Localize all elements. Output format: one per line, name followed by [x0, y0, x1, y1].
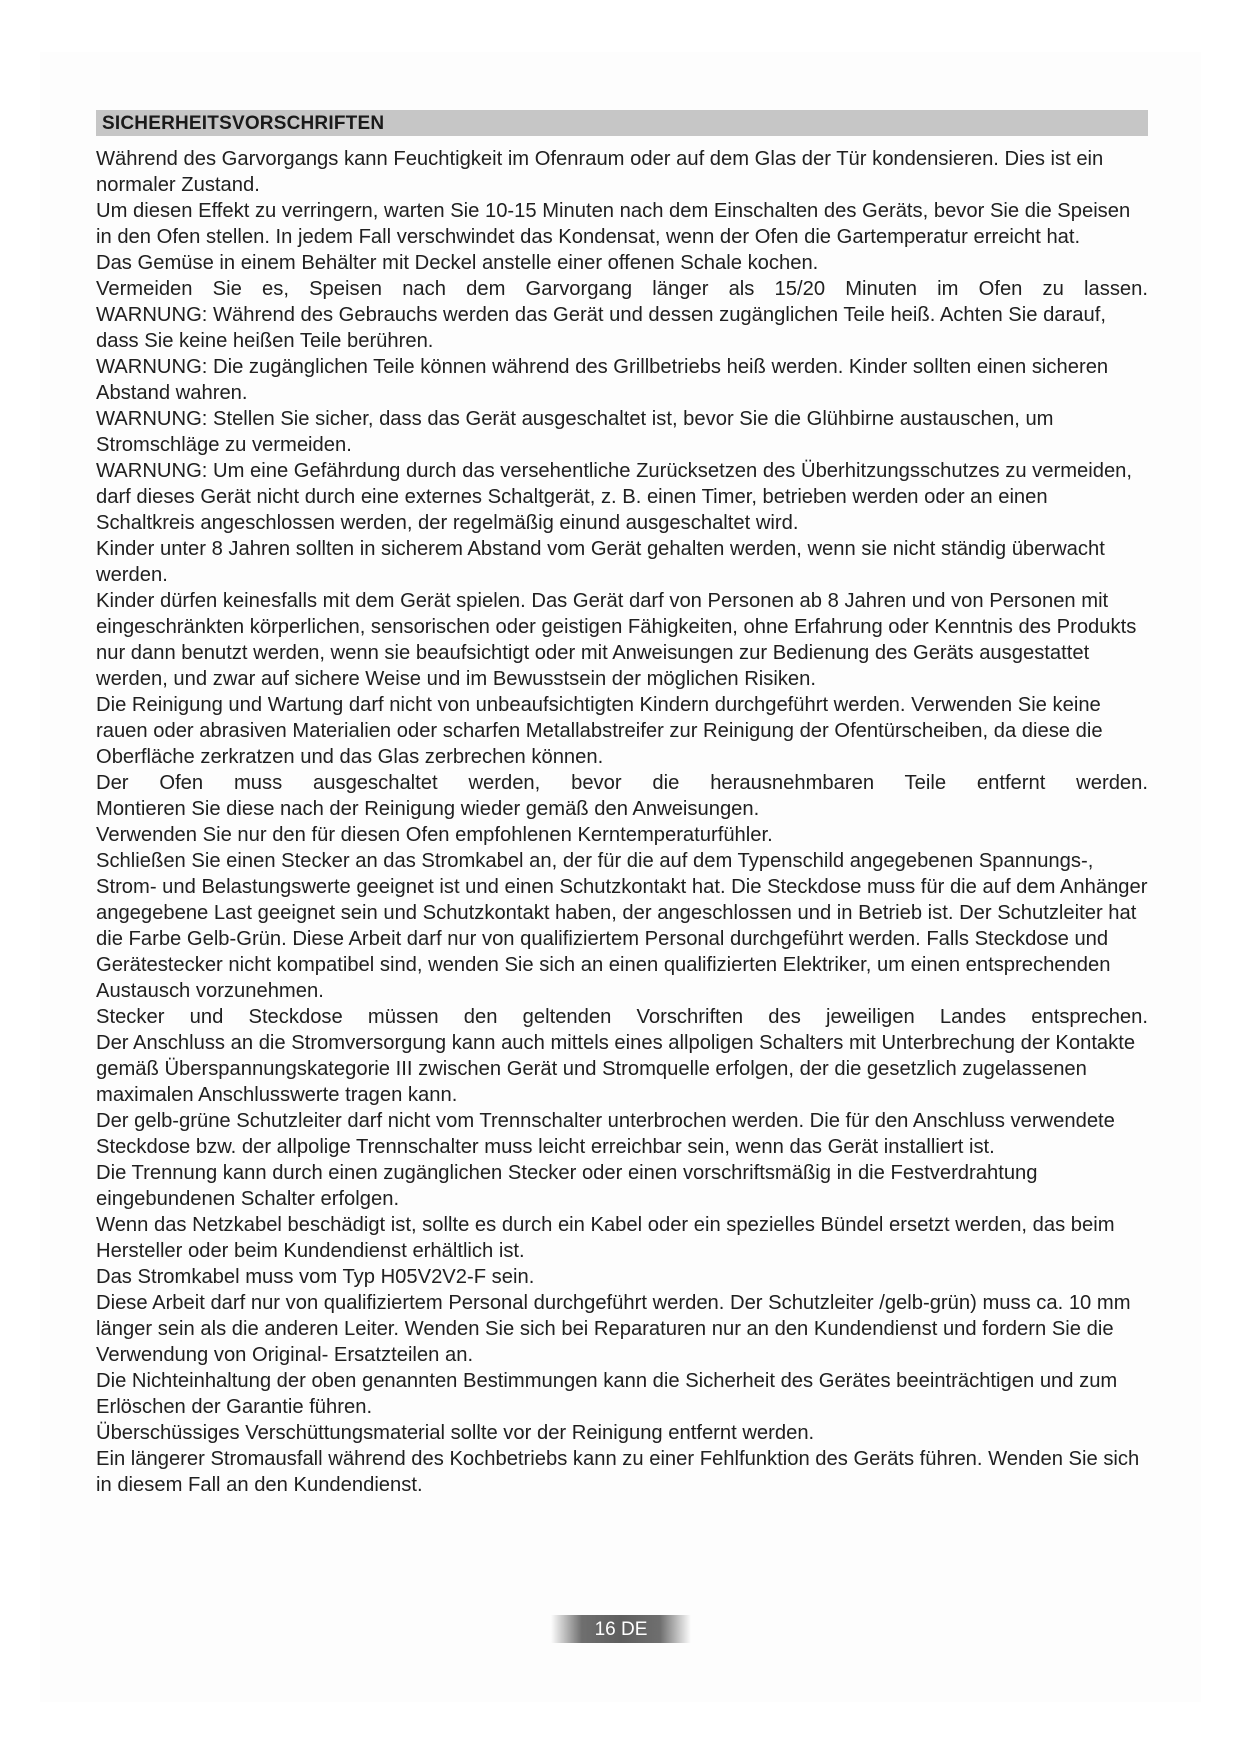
paragraph-power-failure: Ein längerer Stromausfall während des Kochbetriebs kann zu einer Fehlfunktion des Geräts führen. Wenden Sie sich in diesem Fall an den Kundendienst. [96, 1448, 1140, 1496]
paragraph-earth-conductor: Der gelb-grüne Schutzleiter darf nicht vom Trennschalter unterbrochen werden. Die für den Anschluss verwendete Steckdose bzw. der allpolige Trennschalter muss leicht erreichbar sein, wenn das Gerät installiert ist. [96, 1110, 1115, 1158]
paragraph-probe: Verwenden Sie nur den für diesen Ofen empfohlenen Kerntemperaturfühler. [96, 824, 773, 846]
paragraph-plug: Schließen Sie einen Stecker an das Stromkabel an, der für die auf dem Typenschild angegebenen Spannungs-, Strom- und Belastungswerte geeignet ist und einen Schutzkontakt hat. Die Steckdose muss für die auf dem Anhänger angegebene Last geeignet sein und Schutzkontakt haben, der angeschlossen und in Betrieb ist. Der Schutzleiter hat die Farbe Gelb-Grün. Diese Arbeit darf nur von qualifiziertem Personal durchgeführt werden. Falls Steckdose und Gerätestecker nicht kompatibel sind, wenden Sie sich an einen qualifizierten Elektriker, um einen entsprechenden Austausch vorzunehmen. [96, 850, 1148, 1002]
paragraph-warning-bulb: WARNUNG: Stellen Sie sicher, dass das Gerät ausgeschaltet ist, bevor Sie die Glühbirne austauschen, um Stromschläge zu vermeiden. [96, 408, 1054, 456]
paragraph-warning-grill: WARNUNG: Die zugänglichen Teile können während des Grillbetriebs heiß werden. Kinder sollten einen sicheren Abstand wahren. [96, 356, 1109, 404]
paragraph-cleaning: Die Reinigung und Wartung darf nicht von unbeaufsichtigten Kindern durchgeführt werden. Verwenden Sie keine rauen oder abrasiven Materialien oder scharfen Metallabstreifer zur Reinigung der Ofentürscheiben, da diese die Oberfläche zerkratzen und das Glas zerbrechen können. [96, 694, 1103, 768]
section-title: SICHERHEITSVORSCHRIFTEN [102, 113, 385, 134]
paragraph-condensation: Während des Garvorgangs kann Feuchtigkeit im Ofenraum oder auf dem Glas der Tür kondensieren. Dies ist ein normaler Zustand. [96, 148, 1104, 196]
page-number-badge [551, 1615, 691, 1643]
paragraph-children-distance: Kinder unter 8 Jahren sollten in sicherem Abstand vom Gerät gehalten werden, wenn sie nicht ständig überwacht werden. [96, 538, 1105, 586]
paragraph-children-play: Kinder dürfen keinesfalls mit dem Gerät spielen. Das Gerät darf von Personen ab 8 Jahren und von Personen mit eingeschränkten körperlichen, sensorischen oder geistigen Fähigkeiten, ohne Erfahrung oder Kenntnis des Produkts nur dann benutzt werden, wenn sie beaufsichtigt oder mit Anweisungen zur Bedienung des Geräts ausgestattet werden, und zwar auf sichere Weise und im Bewusstsein der möglichen Risiken. [96, 590, 1137, 690]
body-text [96, 146, 1148, 1498]
paragraph-vegetables: Das Gemüse in einem Behälter mit Deckel anstelle einer offenen Schale kochen. [96, 252, 819, 274]
paragraph-warning-hot-parts: WARNUNG: Während des Gebrauchs werden das Gerät und dessen zugänglichen Teile heiß. Achten Sie darauf, dass Sie keine heißen Teile berühren. [96, 304, 1106, 352]
paragraph-disconnection: Die Trennung kann durch einen zugänglichen Stecker oder einen vorschriftsmäßig in die Festverdrahtung eingebundenen Schalter erfolgen. [96, 1162, 1038, 1210]
paragraph-allpole-switch: Der Anschluss an die Stromversorgung kann auch mittels eines allpoligen Schalters mit Unterbrechung der Kontakte gemäß Überspannungskategorie III zwischen Gerät und Stromquelle erfolgen, der die gesetzlich zugelassenen maximalen Anschlusswerte tragen kann. [96, 1032, 1136, 1106]
paragraph-regulations: Stecker und Steckdose müssen den geltenden Vorschriften des jeweiligen Landes entsprechen. [96, 1006, 1148, 1028]
paragraph-spillage: Überschüssiges Verschüttungsmaterial sollte vor der Reinigung entfernt werden. [96, 1422, 815, 1444]
paragraph-preheat-wait: Um diesen Effekt zu verringern, warten Sie 10-15 Minuten nach dem Einschalten des Geräts, bevor Sie die Speisen in den Ofen stellen. In jedem Fall verschwindet das Kondensat, wenn der Ofen die Gartemperatur erreicht hat. [96, 200, 1131, 248]
page-number: 16 DE [594, 1619, 648, 1640]
paragraph-qualified-personnel: Diese Arbeit darf nur von qualifiziertem Personal durchgeführt werden. Der Schutzleiter /gelb-grün) muss ca. 10 mm länger sein als die anderen Leiter. Wenden Sie sich bei Reparaturen nur an den Kundendienst und fordern Sie die Verwendung von Original- Ersatzteilen an. [96, 1292, 1131, 1366]
paragraph-food-removal: Vermeiden Sie es, Speisen nach dem Garvorgang länger als 15/20 Minuten im Ofen zu lassen. [96, 278, 1148, 300]
paragraph-reassemble: Montieren Sie diese nach der Reinigung wieder gemäß den Anweisungen. [96, 798, 760, 820]
paragraph-warning-reset: WARNUNG: Um eine Gefährdung durch das versehentliche Zurücksetzen des Überhitzungsschutzes zu vermeiden, darf dieses Gerät nicht durch eine externes Schaltgerät, z. B. einen Timer, betrieben werden oder an einen Schaltkreis angeschlossen werden, der regelmäßig einund ausgeschaltet wird. [96, 460, 1133, 534]
paragraph-noncompliance: Die Nichteinhaltung der oben genannten Bestimmungen kann die Sicherheit des Gerätes beeinträchtigen und zum Erlöschen der Garantie führen. [96, 1370, 1118, 1418]
paragraph-cable-type: Das Stromkabel muss vom Typ H05V2V2-F sein. [96, 1266, 535, 1288]
paragraph-switch-off: Der Ofen muss ausgeschaltet werden, bevor die herausnehmbaren Teile entfernt werden. [96, 772, 1148, 794]
section-header [96, 110, 1148, 136]
paragraph-damaged-cable: Wenn das Netzkabel beschädigt ist, sollte es durch ein Kabel oder ein spezielles Bündel ersetzt werden, das beim Hersteller oder beim Kundendienst erhältlich ist. [96, 1214, 1115, 1262]
